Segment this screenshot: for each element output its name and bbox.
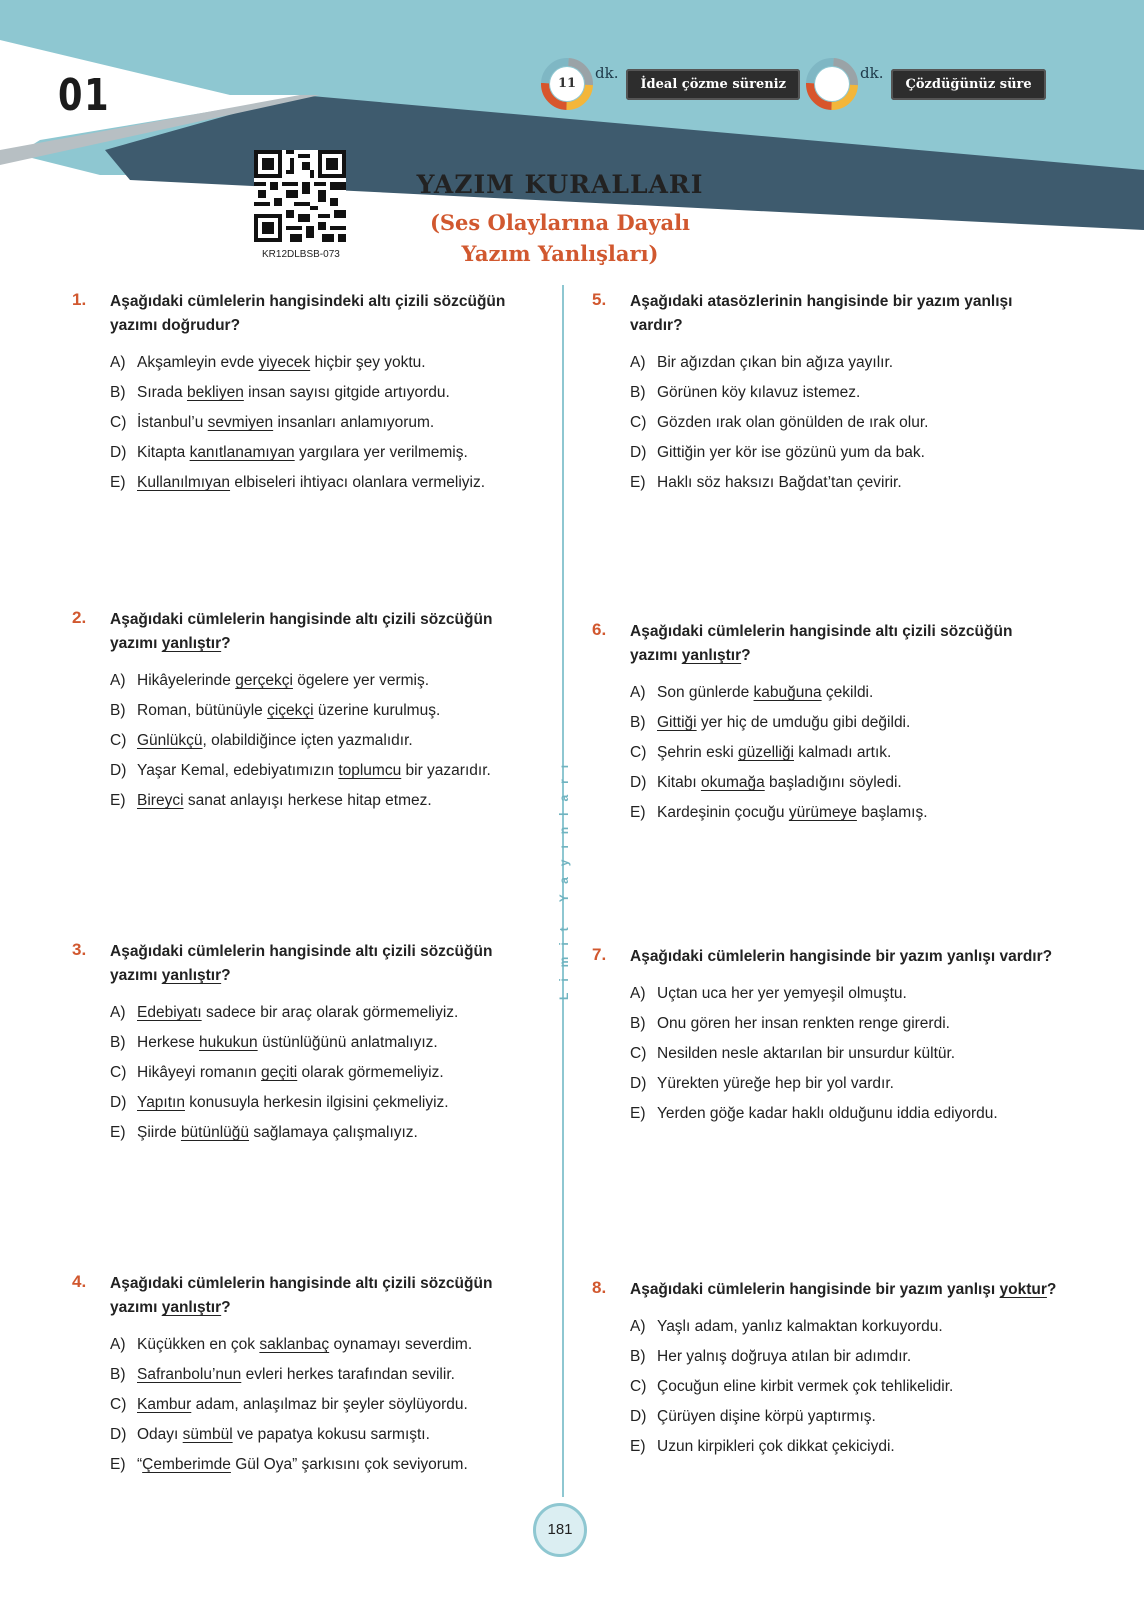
option-list [110, 1330, 542, 1480]
option-text-after: oynamayı severdim. [329, 1336, 473, 1353]
option-text-after: insan sayısı gitgide artıyordu. [243, 384, 450, 401]
option-list [630, 678, 1062, 828]
option-letter: D) [630, 774, 647, 791]
solved-time-timer [806, 58, 1046, 110]
question-3 [72, 940, 542, 1148]
option-e[interactable] [630, 798, 1062, 828]
question-1 [72, 290, 542, 498]
option-list [110, 666, 542, 816]
option-letter: A) [110, 672, 126, 689]
question-8 [592, 1278, 1062, 1462]
question-stem [630, 620, 1062, 668]
option-underlined-word: saklanbaç [259, 1336, 330, 1353]
option-text [657, 678, 873, 708]
ideal-time-label: İdeal çözme süreniz [626, 69, 800, 100]
option-b[interactable] [630, 1342, 1062, 1372]
option-underlined-word: bütünlüğü [180, 1124, 250, 1141]
option-text-after: olarak görmemeliyiz. [297, 1064, 444, 1081]
option-text-before: Şehrin eski [657, 744, 738, 761]
option-letter: B) [110, 384, 126, 401]
question-stem: Aşağıdaki atasözlerinin hangisinde bir yazım yanlışı vardır? [630, 293, 1013, 334]
option-text [657, 1432, 895, 1462]
solved-time-value[interactable] [806, 58, 858, 110]
option-text-before: Hikâyeyi romanın [137, 1064, 262, 1081]
question-stem-end: ? [741, 647, 751, 664]
option-underlined-word: sümbül [182, 1426, 233, 1443]
question-number: 1. [72, 290, 87, 309]
option-text-before: Uzun kirpikleri çok dikkat çekiciydi. [657, 1438, 895, 1455]
page-title: YAZIM KURALLARI [416, 170, 704, 199]
question-stem-underlined: yoktur [999, 1281, 1047, 1298]
option-text-before: “ [137, 1456, 143, 1473]
option-e[interactable] [110, 786, 542, 816]
option-text [657, 1342, 911, 1372]
option-text-after: sağlamaya çalışmalıyız. [249, 1124, 418, 1141]
option-text-after: elbiseleri ihtiyacı olanlara vermeliyiz. [230, 474, 486, 491]
option-b[interactable] [630, 708, 1062, 738]
option-d[interactable] [110, 756, 542, 786]
option-e[interactable] [110, 468, 542, 498]
option-text [137, 1028, 438, 1058]
header-banner [0, 0, 1144, 240]
option-b[interactable] [110, 1028, 542, 1058]
option-letter: C) [630, 1378, 647, 1395]
option-c[interactable] [110, 1390, 542, 1420]
option-letter: B) [630, 384, 646, 401]
solved-time-label: Çözdüğünüz süre [891, 69, 1045, 100]
option-text [657, 438, 925, 468]
option-letter: A) [630, 985, 646, 1002]
option-letter: D) [110, 1094, 127, 1111]
option-letter: A) [630, 1318, 646, 1335]
option-d[interactable] [110, 1088, 542, 1118]
option-a[interactable] [630, 979, 1062, 1009]
option-b[interactable] [630, 378, 1062, 408]
question-number: 5. [592, 290, 607, 309]
option-text-before: Haklı söz haksızı Bağdat’tan çevirir. [657, 474, 902, 491]
question-number: 8. [592, 1278, 607, 1297]
option-text [657, 408, 928, 438]
question-number: 6. [592, 620, 607, 639]
option-text [137, 1058, 444, 1088]
option-underlined-word: yiyecek [258, 354, 311, 371]
option-text-before: Çocuğun eline kirbit vermek çok tehlikelidir. [657, 1378, 954, 1395]
question-stem [630, 1278, 1056, 1302]
option-text [657, 798, 928, 828]
option-letter: B) [110, 1034, 126, 1051]
option-e[interactable] [110, 1450, 542, 1480]
option-underlined-word: bekliyen [186, 384, 244, 401]
option-text-before: Yerden göğe kadar haklı olduğunu iddia ediyordu. [657, 1105, 998, 1122]
solved-time-dial [806, 58, 858, 110]
question-stem-end: ? [221, 967, 231, 984]
option-c[interactable] [630, 738, 1062, 768]
option-underlined-word: okumağa [700, 774, 765, 791]
option-underlined-word: Günlükçü [137, 732, 203, 749]
option-d[interactable] [110, 1420, 542, 1450]
question-header [72, 940, 542, 988]
question-number: 4. [72, 1272, 87, 1291]
option-underlined-word: kanıtlanamıyan [189, 444, 295, 461]
option-a[interactable] [110, 998, 542, 1028]
option-text-before: Yaşar Kemal, edebiyatımızın [137, 762, 339, 779]
option-letter: E) [630, 474, 646, 491]
question-stem-underlined: yanlıştır [681, 647, 742, 664]
option-text-before: Gittiğin yer kör ise gözünü yum da bak. [657, 444, 925, 461]
question-header [592, 620, 1062, 668]
question-stem [110, 608, 542, 656]
option-d[interactable] [110, 438, 542, 468]
option-text-before: Kitabı [657, 774, 701, 791]
option-list [630, 1312, 1062, 1462]
question-stem-end: ? [1046, 1281, 1057, 1298]
option-letter: A) [110, 1336, 126, 1353]
option-underlined-word: Kullanılmıyan [137, 474, 231, 491]
option-underlined-word: yürümeye [788, 804, 857, 821]
option-text-after: hiçbir şey yoktu. [310, 354, 426, 371]
option-letter: D) [630, 1075, 647, 1092]
option-text [137, 998, 458, 1028]
question-stem: Aşağıdaki cümlelerin hangisinde bir yazım yanlışı vardır? [630, 948, 1053, 965]
question-header [72, 290, 542, 338]
option-text [137, 786, 432, 816]
option-b[interactable] [110, 1360, 542, 1390]
option-text-after: ve papatya kokusu sarmıştı. [232, 1426, 430, 1443]
question-header [592, 290, 1062, 338]
option-text [137, 438, 468, 468]
option-text [657, 348, 893, 378]
option-letter: C) [110, 732, 127, 749]
option-text [657, 768, 902, 798]
option-text-after: yer hiç de umduğu gibi değildi. [696, 714, 911, 731]
option-letter: D) [110, 1426, 127, 1443]
option-text-after: çekildi. [821, 684, 874, 701]
option-text-before: Kardeşinin çocuğu [657, 804, 789, 821]
option-text-after: sanat anlayışı herkese hitap etmez. [183, 792, 432, 809]
option-text-after: yargılara yer verilmemiş. [294, 444, 468, 461]
option-c[interactable] [630, 1039, 1062, 1069]
question-stem-text: Aşağıdaki cümlelerin hangisinde altı çizili sözcüğün yazımı [630, 623, 1013, 664]
question-stem-text: Aşağıdaki cümlelerin hangisinde altı çizili sözcüğün yazımı [110, 611, 493, 652]
option-text-after: ögelere yer vermiş. [292, 672, 430, 689]
page-subtitle-line1: (Ses Olaylarına Dayalı [429, 210, 691, 235]
option-underlined-word: toplumcu [338, 762, 402, 779]
option-underlined-word: Çemberimde [142, 1456, 231, 1473]
option-text [137, 1118, 418, 1148]
question-stem-underlined: yanlıştır [161, 1299, 222, 1316]
option-text-before: Çürüyen dişine körpü yaptırmış. [657, 1408, 876, 1425]
publisher-vertical-text: Limit Yayınları [557, 753, 571, 1000]
option-letter: D) [110, 762, 127, 779]
option-list [630, 979, 1062, 1129]
option-c[interactable] [110, 408, 542, 438]
option-text-after: başlamış. [856, 804, 928, 821]
option-e[interactable] [630, 468, 1062, 498]
option-text-before: Son günlerde [657, 684, 754, 701]
option-text [137, 468, 485, 498]
option-text [657, 1372, 953, 1402]
option-text [137, 666, 429, 696]
option-text-before: Onu gören her insan renkten renge girerdi. [657, 1015, 950, 1032]
option-underlined-word: Safranbolu’nun [137, 1366, 242, 1383]
option-text [657, 1099, 998, 1129]
option-text-after: kalmadı artık. [794, 744, 892, 761]
option-text-after: , olabildiğince içten yazmalıdır. [202, 732, 413, 749]
question-2 [72, 608, 542, 816]
option-text [137, 1450, 468, 1480]
option-text [657, 1312, 943, 1342]
option-list [110, 348, 542, 498]
option-b[interactable] [630, 1009, 1062, 1039]
option-text [137, 1390, 468, 1420]
option-letter: C) [630, 744, 647, 761]
option-text-before: Yaşlı adam, yanlız kalmaktan korkuyordu. [657, 1318, 943, 1335]
option-text [657, 708, 910, 738]
option-a[interactable] [630, 678, 1062, 708]
option-a[interactable] [110, 666, 542, 696]
option-underlined-word: kabuğuna [753, 684, 822, 701]
question-stem: Aşağıdaki cümlelerin hangisindeki altı çizili sözcüğün yazımı doğrudur? [110, 293, 506, 334]
page-number: 181 [533, 1503, 587, 1557]
question-6 [592, 620, 1062, 828]
option-underlined-word: Edebiyatı [137, 1004, 202, 1021]
question-stem-text: Aşağıdaki cümlelerin hangisinde altı çizili sözcüğün yazımı [110, 1275, 493, 1316]
option-letter: E) [110, 1456, 126, 1473]
option-text-before: Nesilden nesle aktarılan bir unsurdur kültür. [657, 1045, 956, 1062]
option-text-before: Roman, bütünüyle [137, 702, 268, 719]
option-text [657, 1039, 955, 1069]
option-text-before: Herkese [137, 1034, 200, 1051]
option-underlined-word: Gittiği [657, 714, 697, 731]
option-underlined-word: gerçekçi [235, 672, 293, 689]
option-text [137, 1088, 449, 1118]
option-c[interactable] [630, 1372, 1062, 1402]
option-text [137, 378, 450, 408]
option-underlined-word: hukukun [199, 1034, 258, 1051]
option-text [657, 1069, 894, 1099]
option-letter: B) [110, 1366, 126, 1383]
option-text-before: Her yalnış doğruya atılan bir adımdır. [657, 1348, 912, 1365]
question-number: 7. [592, 945, 607, 964]
option-text [657, 1009, 950, 1039]
option-text-after: evleri herkes tarafından sevilir. [241, 1366, 455, 1383]
option-text-after: üzerine kurulmuş. [313, 702, 441, 719]
qr-code-label: KR12DLBSB-073 [262, 249, 340, 260]
option-text-after: insanları anlamıyorum. [273, 414, 435, 431]
ideal-time-dial [541, 58, 593, 110]
option-text-before: Görünen köy kılavuz istemez. [657, 384, 861, 401]
option-d[interactable] [630, 1402, 1062, 1432]
question-number: 3. [72, 940, 87, 959]
option-letter: C) [110, 1396, 127, 1413]
option-letter: C) [110, 414, 127, 431]
option-text-after: adam, anlaşılmaz bir şeyler söylüyordu. [191, 1396, 468, 1413]
option-c[interactable] [110, 726, 542, 756]
option-text [137, 408, 434, 438]
option-text-before: Sırada [137, 384, 187, 401]
option-text-before: Yürekten yüreğe hep bir yol vardır. [657, 1075, 894, 1092]
option-a[interactable] [630, 1312, 1062, 1342]
option-letter: E) [630, 1105, 646, 1122]
option-letter: E) [110, 1124, 126, 1141]
option-text-before: Şiirde [137, 1124, 181, 1141]
option-text [657, 468, 902, 498]
option-text-before: Uçtan uca her yer yemyeşil olmuştu. [657, 985, 907, 1002]
question-stem [110, 1272, 542, 1320]
option-text-after: bir yazarıdır. [401, 762, 491, 779]
option-text [137, 696, 440, 726]
option-text [137, 1420, 430, 1450]
option-text [137, 1360, 455, 1390]
option-letter: A) [630, 684, 646, 701]
option-e[interactable] [630, 1432, 1062, 1462]
option-text-before: Odayı [137, 1426, 183, 1443]
question-stem-end: ? [221, 1299, 231, 1316]
question-stem-underlined: yanlıştır [161, 967, 222, 984]
option-list [110, 998, 542, 1148]
option-letter: E) [110, 792, 126, 809]
option-a[interactable] [110, 1330, 542, 1360]
option-e[interactable] [110, 1118, 542, 1148]
question-4 [72, 1272, 542, 1480]
option-letter: D) [630, 1408, 647, 1425]
option-text-before: İstanbul’u [137, 414, 208, 431]
option-letter: B) [630, 1015, 646, 1032]
option-c[interactable] [110, 1058, 542, 1088]
option-letter: C) [110, 1064, 127, 1081]
option-letter: C) [630, 414, 647, 431]
unit-number: 01 [58, 70, 111, 121]
question-header [592, 945, 1062, 969]
option-b[interactable] [110, 696, 542, 726]
publisher-vertical [551, 753, 575, 1000]
question-stem [110, 940, 542, 988]
option-text [137, 756, 491, 786]
page-subtitle-line2: Yazım Yanlışları) [461, 241, 659, 266]
question-header [72, 608, 542, 656]
option-text [657, 979, 907, 1009]
option-letter: C) [630, 1045, 647, 1062]
option-letter: B) [630, 714, 646, 731]
option-text-before: Kitapta [137, 444, 190, 461]
option-text-before: Akşamleyin evde [137, 354, 259, 371]
option-underlined-word: sevmiyen [207, 414, 274, 431]
option-letter: B) [630, 1348, 646, 1365]
question-stem-text: Aşağıdaki cümlelerin hangisinde altı çizili sözcüğün yazımı [110, 943, 493, 984]
option-letter: E) [630, 1438, 646, 1455]
option-text-before: Küçükken en çok [137, 1336, 260, 1353]
option-text-before: Bir ağızdan çıkan bin ağıza yayılır. [657, 354, 894, 371]
option-letter: D) [110, 444, 127, 461]
option-d[interactable] [630, 768, 1062, 798]
option-letter: E) [630, 804, 646, 821]
option-b[interactable] [110, 378, 542, 408]
option-a[interactable] [110, 348, 542, 378]
question-header [592, 1278, 1062, 1302]
question-7 [592, 945, 1062, 1129]
option-text [657, 1402, 876, 1432]
option-text-after: üstünlüğünü anlatmalıyız. [257, 1034, 438, 1051]
option-letter: B) [110, 702, 126, 719]
ideal-time-unit: dk. [595, 64, 619, 82]
option-text [657, 378, 860, 408]
option-text-after: sadece bir araç olarak görmemeliyiz. [201, 1004, 459, 1021]
question-stem-text: Aşağıdaki cümlelerin hangisinde bir yazım yanlışı [630, 1281, 1000, 1298]
option-letter: E) [110, 474, 126, 491]
option-letter: A) [110, 354, 126, 371]
option-d[interactable] [630, 438, 1062, 468]
option-c[interactable] [630, 408, 1062, 438]
option-text [137, 726, 413, 756]
option-underlined-word: Kambur [137, 1396, 192, 1413]
ideal-time-timer [541, 58, 800, 110]
option-underlined-word: geçiti [261, 1064, 298, 1081]
question-stem-end: ? [221, 635, 231, 652]
solved-time-unit: dk. [860, 64, 884, 82]
option-letter: A) [630, 354, 646, 371]
option-text-before: Gözden ırak olan gönülden de ırak olur. [657, 414, 929, 431]
question-header [72, 1272, 542, 1320]
option-text [657, 738, 891, 768]
question-5 [592, 290, 1062, 498]
option-underlined-word: güzelliği [737, 744, 794, 761]
option-underlined-word: Bireyci [137, 792, 184, 809]
option-underlined-word: çiçekçi [267, 702, 314, 719]
option-text-after: konusuyla herkesin ilgisini çekmeliyiz. [184, 1094, 449, 1111]
option-list [630, 348, 1062, 498]
option-text-after: başladığını söyledi. [764, 774, 902, 791]
option-d[interactable] [630, 1069, 1062, 1099]
question-number: 2. [72, 608, 87, 627]
option-letter: D) [630, 444, 647, 461]
option-e[interactable] [630, 1099, 1062, 1129]
option-text-before: Hikâyelerinde [137, 672, 236, 689]
option-letter: A) [110, 1004, 126, 1021]
option-text-after: Gül Oya” şarkısını çok seviyorum. [230, 1456, 468, 1473]
ideal-time-value: 11 [557, 76, 577, 91]
option-a[interactable] [630, 348, 1062, 378]
question-stem-underlined: yanlıştır [161, 635, 222, 652]
option-underlined-word: Yapıtın [137, 1094, 185, 1111]
option-text [137, 348, 426, 378]
option-text [137, 1330, 472, 1360]
